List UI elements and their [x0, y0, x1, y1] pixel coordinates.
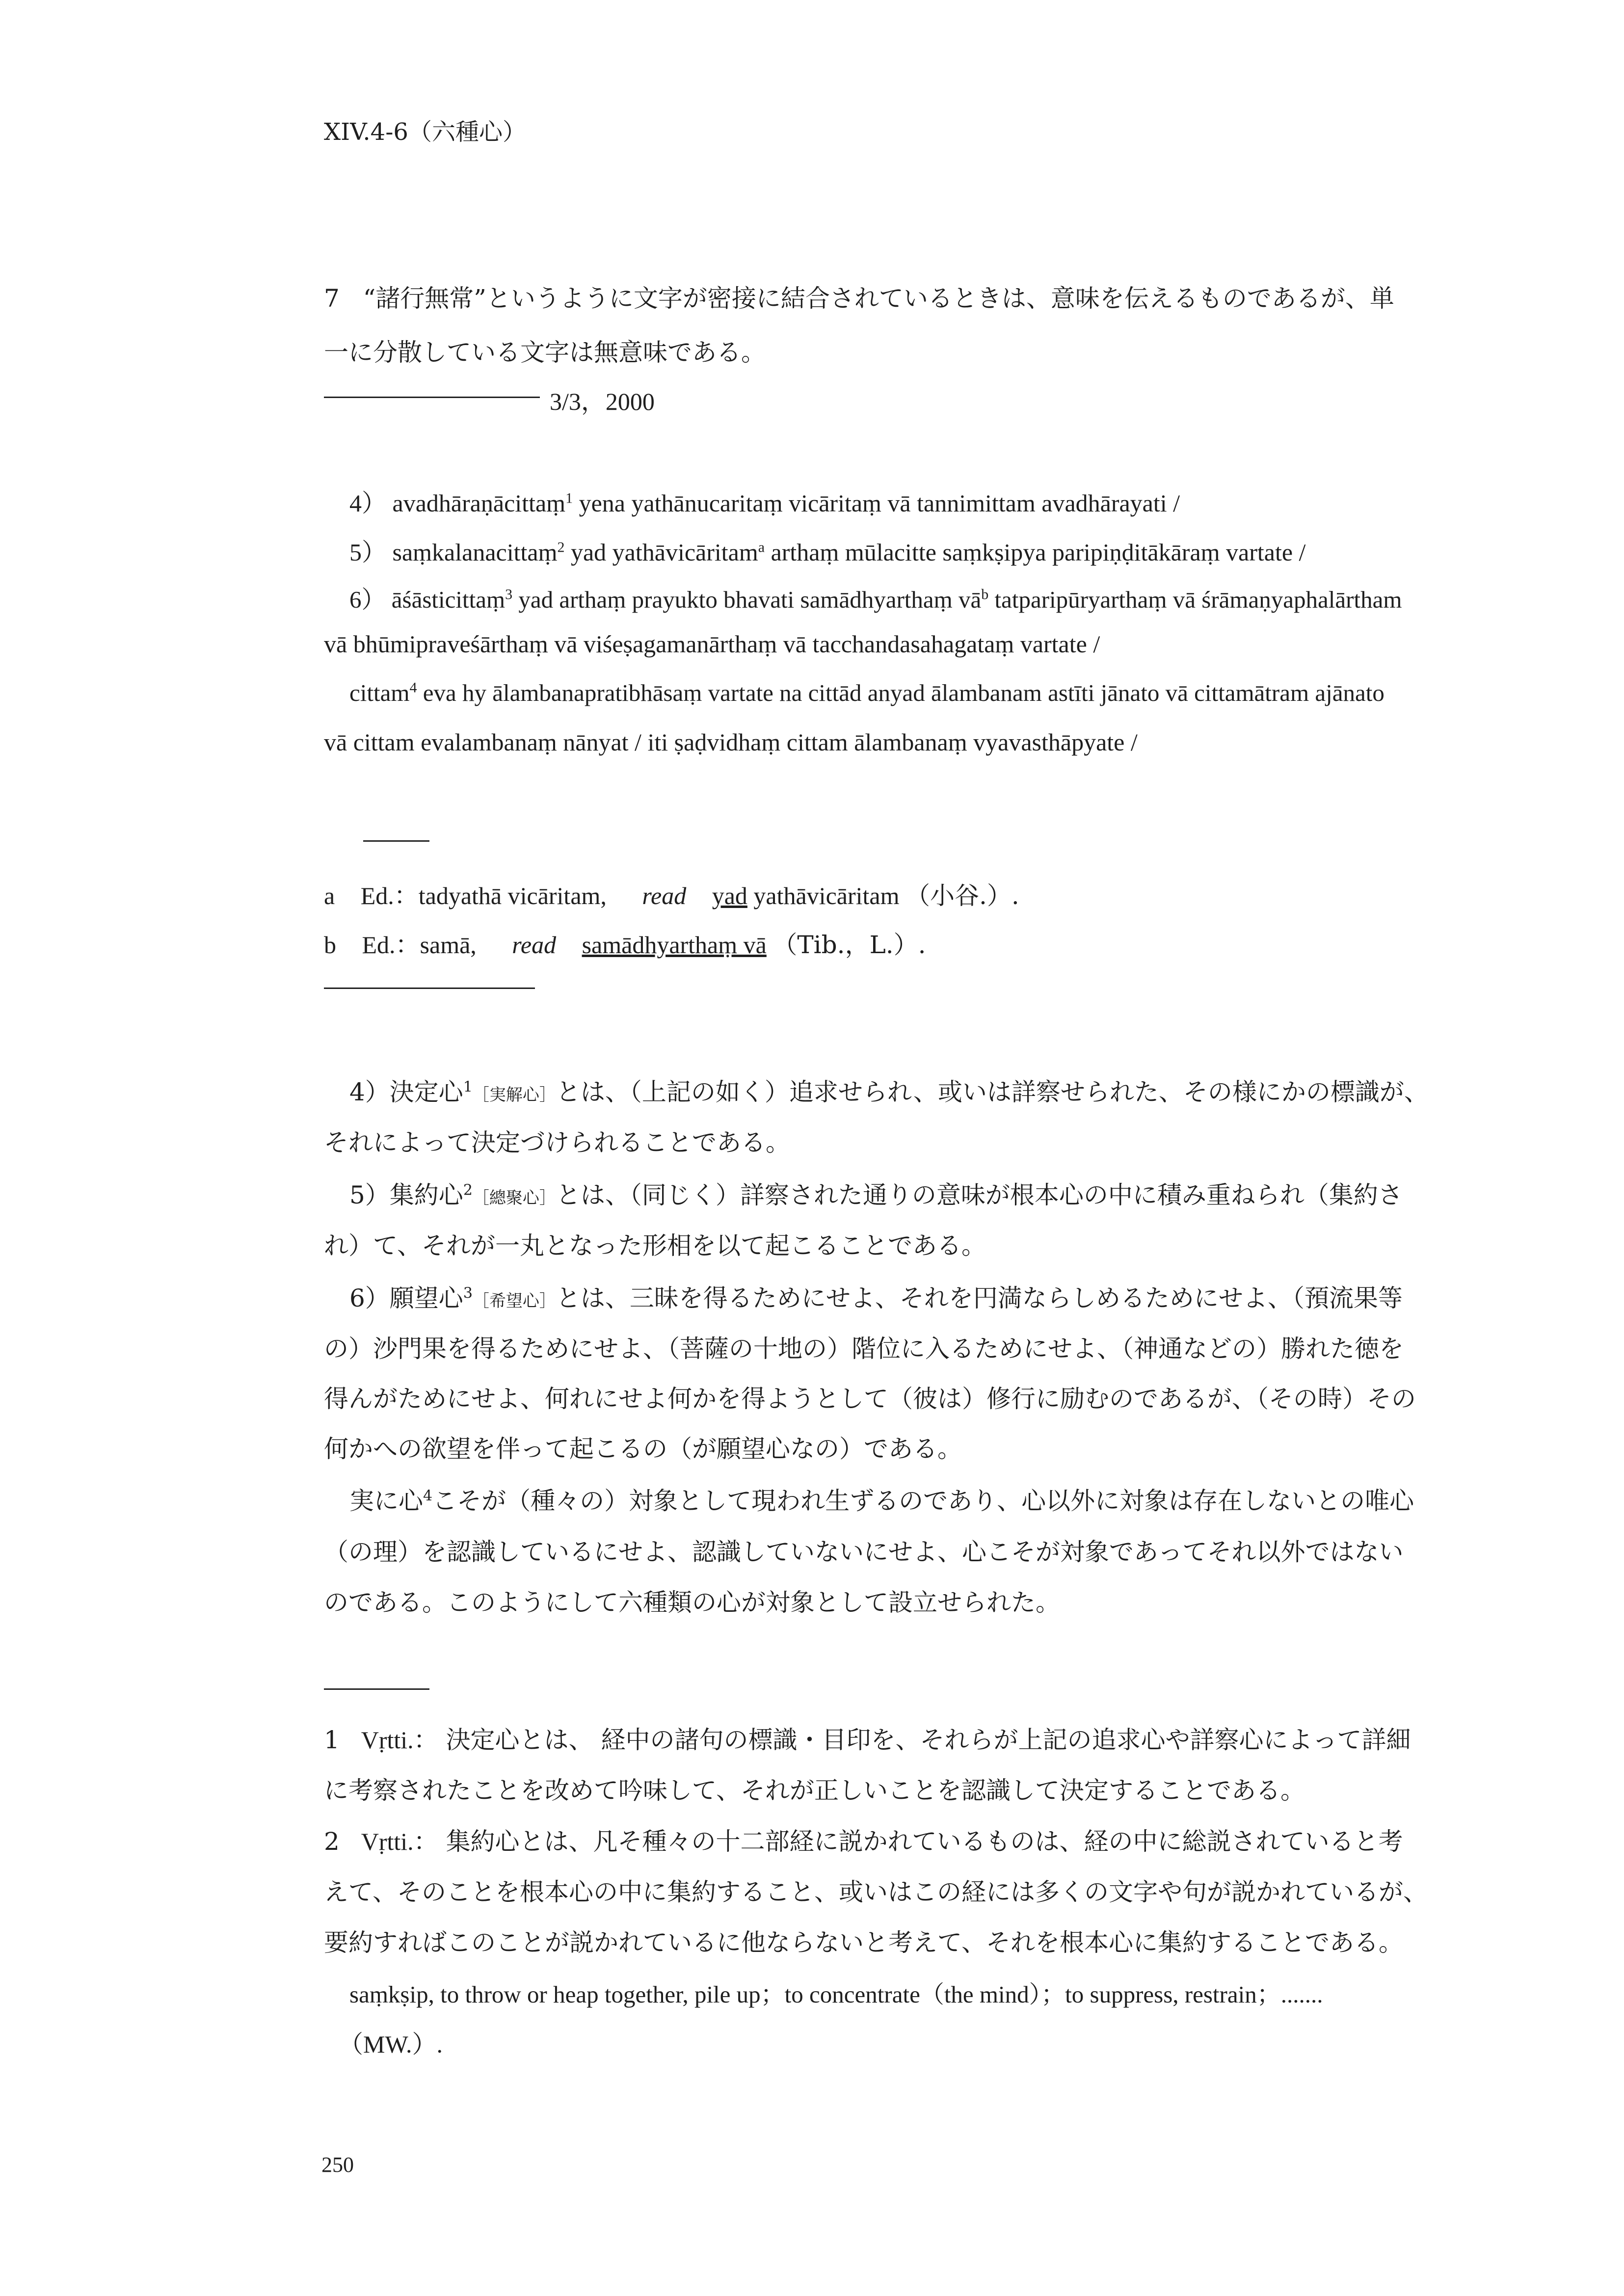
translation-para-7: 実に心$^4$こそが（種々の）対象として現われ生ずるのであり、心以外に対象は存在しないとの唯心: [349, 1487, 1414, 1515]
sanskrit-para-6-line-2: vā bhūmipraveśārthaṃ vā viśeṣagamanārthaṃ vā tacchandasahagataṃ vartate /: [324, 630, 1100, 658]
note-7-date: 3/3，2000: [550, 388, 655, 415]
variant-ref-a: a: [758, 539, 765, 556]
sanskrit-para-7-line-2: vā cittam evalambanaṃ nānyat / iti ṣaḍvidhaṃ cittam ālambanaṃ vyavasthāpyate /: [324, 728, 1138, 756]
footnote-ref-4: 4: [409, 679, 417, 696]
note-7-line-1: “諸行無常”というように文字が密接に結合されているときは、意味を伝えるものであるが、単: [363, 284, 1394, 313]
mw-definition: saṃkṣip, to throw or heap together, pile up；to concentrate（the mind）；to suppress, restrain；.......: [349, 1981, 1323, 2008]
variants-rule: [363, 840, 429, 842]
variant-ref-b: b: [981, 586, 989, 603]
translation-para-5: 5）集約心$^2$［總聚心］とは、（同じく）詳察された通りの意味が根本心の中に積み重ねられ（集約さ: [349, 1181, 1403, 1209]
note-7-number: 7: [324, 284, 340, 313]
footnote-ref-1: 1: [565, 490, 573, 507]
running-header: XIV.4-6（六種心）: [324, 118, 526, 146]
sanskrit-para-7: cittam$^4$ eva hy ālambanapratibhāsaṃ vartate na cittād anyad ālambanam astīti jānato vā cittamātram ajānato: [349, 679, 1384, 706]
sanskrit-para-4: 4） avadhāraṇācittaṃ$^1$ yena yathānucaritaṃ vicāritaṃ vā tannimittam avadhārayati /: [349, 489, 1180, 517]
date-rule: [324, 397, 540, 398]
variant-a: a Ed.：tadyathā vicāritam, read yad yathāvicāritam （小谷.）.: [324, 881, 1019, 910]
footnote-1: 1 Vṛtti.： 決定心とは、 経中の諸句の標識・目印を、それらが上記の追求心や詳察心によって詳細: [324, 1726, 1411, 1754]
footnotes-rule: [324, 1688, 429, 1690]
footnote-ref-3: 3: [505, 586, 513, 603]
footnote-ref-2: 2: [557, 539, 565, 556]
variant-b: b Ed.：samā, read samādhyarthaṃ vā （Tib.，L.）.: [324, 931, 926, 959]
sanskrit-para-6: 6） āśāsticittaṃ$^3$ yad arthaṃ prayukto bhavati samādhyarthaṃ $vā^b$ tatparipūryarthaṃ vā śrāmaṇyaphalārtham: [349, 586, 1402, 613]
mw-source: （MW.）.: [339, 2030, 443, 2058]
page-number: 250: [321, 2153, 354, 2177]
translation-para-6: 6）願望心$^3$［希望心］とは、三昧を得るためにせよ、それを円満ならしめるためにせよ、（預流果等: [349, 1284, 1403, 1312]
translation-para-4: 4）決定心$^1$［実解心］とは、（上記の如く）追求せられ、或いは詳察せられた、その様にかの標識が、: [349, 1078, 1429, 1106]
footnote-2: 2 Vṛtti.： 集約心とは、凡そ種々の十二部経に説かれているものは、経の中に総説されていると考: [324, 1827, 1403, 1856]
section-rule: [324, 988, 535, 989]
sanskrit-para-5: 5） saṃkalanacittaṃ$^2$ yad yathāvicāritam$^a$ arthaṃ mūlacitte saṃkṣipya paripiṇḍitākāraṃ vartate /: [349, 538, 1306, 566]
note-7-line-2: 一に分散している文字は無意味である。: [324, 338, 766, 367]
